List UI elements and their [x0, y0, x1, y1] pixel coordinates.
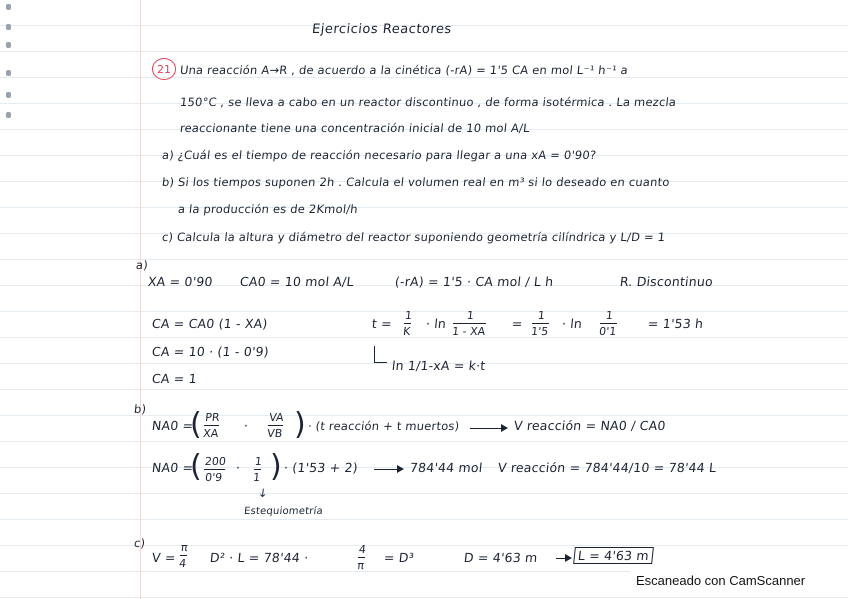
- binding-hole: [6, 112, 11, 118]
- fraction-bar: [404, 323, 411, 324]
- time-fraction-2: [451, 309, 487, 338]
- given-xa: XA = 0'90: [147, 274, 214, 289]
- vol-fraction-pi-4: [178, 541, 188, 570]
- nao-calc-time: · (1'53 + 2): [283, 460, 359, 475]
- nao-fraction-2-den: VB: [266, 427, 283, 440]
- vol-fraction-2-den: π: [356, 559, 365, 572]
- binding-hole: [6, 42, 11, 48]
- time-fraction-1-num: 1: [404, 309, 413, 322]
- derivation-hook: [374, 346, 387, 363]
- fraction-bar: [180, 555, 187, 556]
- part-a-label: a): [135, 258, 149, 272]
- vol-rhs: = D³: [383, 550, 415, 565]
- statement-line-3: reaccionante tiene una concentración inicial de 10 mol A/L: [179, 121, 531, 135]
- time-fraction-2-num: 1: [466, 309, 475, 322]
- nao-fraction-1: [202, 411, 220, 440]
- nao-fraction-1-den: XA: [202, 427, 219, 440]
- stoich-arrow: ↓: [257, 486, 269, 500]
- time-ln-2: · ln: [561, 316, 583, 331]
- nao-calc-fraction-1-num: 200: [204, 455, 227, 468]
- vol-fraction-2-num: 4: [358, 543, 367, 556]
- question-c: c) Calcula la altura y diámetro del reactor suponiendo geometría cilíndrica y L/D = 1: [161, 230, 666, 244]
- time-ln-1: · ln: [425, 316, 447, 331]
- volume-result: V reacción = 784'44/10 = 78'44 L: [497, 460, 718, 475]
- nao-lhs: NA0 =: [151, 418, 195, 433]
- question-b-line-1: b) Si los tiempos suponen 2h . Calcula el volumen real en m³ si lo deseado en cuanto: [161, 175, 671, 189]
- time-fraction-2-den: 1 - XA: [451, 325, 486, 338]
- nao-calc-fraction-1-den: 0'9: [204, 471, 223, 484]
- nao-calc-fraction-2: [252, 455, 262, 484]
- ln-relation: ln 1/1-xA = k·t: [391, 358, 487, 373]
- part-b-label: b): [133, 402, 147, 416]
- implies-arrow: [470, 428, 506, 429]
- binding-hole: [6, 92, 11, 98]
- time-fraction-4: [598, 309, 618, 338]
- time-fraction-1: [402, 309, 412, 338]
- time-fraction-1-den: K: [402, 325, 412, 338]
- given-ca0: CA0 = 10 mol A/L: [239, 274, 355, 289]
- part-c-label: c): [133, 536, 146, 550]
- fraction-bar: [204, 469, 225, 470]
- fraction-bar: [204, 425, 219, 426]
- scanner-watermark: Escaneado con CamScanner: [636, 573, 806, 588]
- binding-hole: [6, 4, 11, 10]
- fraction-bar: [532, 323, 549, 324]
- nao-calc-fraction-2-den: 1: [252, 471, 261, 484]
- page-title: Ejercicios Reactores: [311, 22, 453, 37]
- stoich-label: Estequiometría: [243, 506, 324, 517]
- binding-hole: [6, 24, 11, 30]
- time-fraction-3-num: 1: [537, 309, 546, 322]
- fraction-bar: [268, 425, 283, 426]
- fraction-bar: [358, 557, 365, 558]
- eq-ca-substitution: CA = 10 · (1 - 0'9): [151, 344, 270, 359]
- vol-middle: D² · L = 78'44 ·: [209, 550, 310, 565]
- volume-formula: V reacción = NA0 / CA0: [513, 418, 667, 433]
- paren-open: (: [190, 407, 202, 442]
- vol-lhs: V =: [151, 550, 177, 565]
- implies-arrow: [374, 469, 402, 470]
- time-fraction-3-den: 1'5: [530, 325, 549, 338]
- vol-fraction-4-pi: [356, 543, 366, 572]
- paren-close: ): [270, 449, 282, 484]
- diameter-result: D = 4'63 m: [463, 550, 539, 565]
- nao-calc-dot: ·: [235, 460, 241, 475]
- nao-fraction-1-num: PR: [204, 411, 221, 424]
- fraction-bar: [600, 323, 617, 324]
- statement-line-1: Una reacción A→R , de acuerdo a la cinética (-rA) = 1'5 CA en mol L⁻¹ h⁻¹ a: [179, 63, 629, 77]
- eq-ca-formula: CA = CA0 (1 - XA): [151, 316, 269, 331]
- nao-time-term: · (t reacción + t muertos): [307, 419, 461, 433]
- time-result: = 1'53 h: [647, 316, 705, 331]
- question-b-line-2: a la producción es de 2Kmol/h: [177, 202, 359, 216]
- time-fraction-3: [530, 309, 550, 338]
- time-lhs: t =: [371, 316, 393, 331]
- nao-dot: ·: [243, 418, 249, 433]
- eq-ca-result: CA = 1: [151, 371, 198, 386]
- fraction-bar: [254, 469, 261, 470]
- nao-result: 784'44 mol: [409, 460, 484, 475]
- fraction-bar: [453, 323, 486, 324]
- time-fraction-4-num: 1: [605, 309, 614, 322]
- nao-calc-lhs: NA0 =: [151, 460, 195, 475]
- statement-line-2: 150°C , se lleva a cabo en un reactor discontinuo , de forma isotérmica . La mezcla: [179, 95, 677, 109]
- binding-hole: [6, 70, 11, 76]
- vol-fraction-den: 4: [178, 557, 187, 570]
- binding-holes: [6, 0, 14, 599]
- time-fraction-4-den: 0'1: [598, 325, 617, 338]
- paren-open: (: [190, 449, 202, 484]
- vol-fraction-num: π: [180, 541, 189, 554]
- implies-arrow: [556, 558, 570, 559]
- given-reactor: R. Discontinuo: [619, 274, 714, 289]
- question-a: a) ¿Cuál es el tiempo de reacción necesario para llegar a una xA = 0'90?: [161, 148, 597, 162]
- paren-close: ): [294, 407, 306, 442]
- given-rate: (-rA) = 1'5 · CA mol / L h: [394, 274, 555, 289]
- problem-number-badge: 21: [152, 58, 176, 80]
- time-equals: =: [511, 316, 524, 331]
- nao-fraction-2-num: VA: [268, 411, 285, 424]
- nao-calc-fraction-1: [202, 455, 226, 484]
- nao-fraction-2: [266, 411, 284, 440]
- margin-line: [140, 0, 141, 599]
- height-result-box: L = 4'63 m: [573, 547, 654, 564]
- nao-calc-fraction-2-num: 1: [254, 455, 263, 468]
